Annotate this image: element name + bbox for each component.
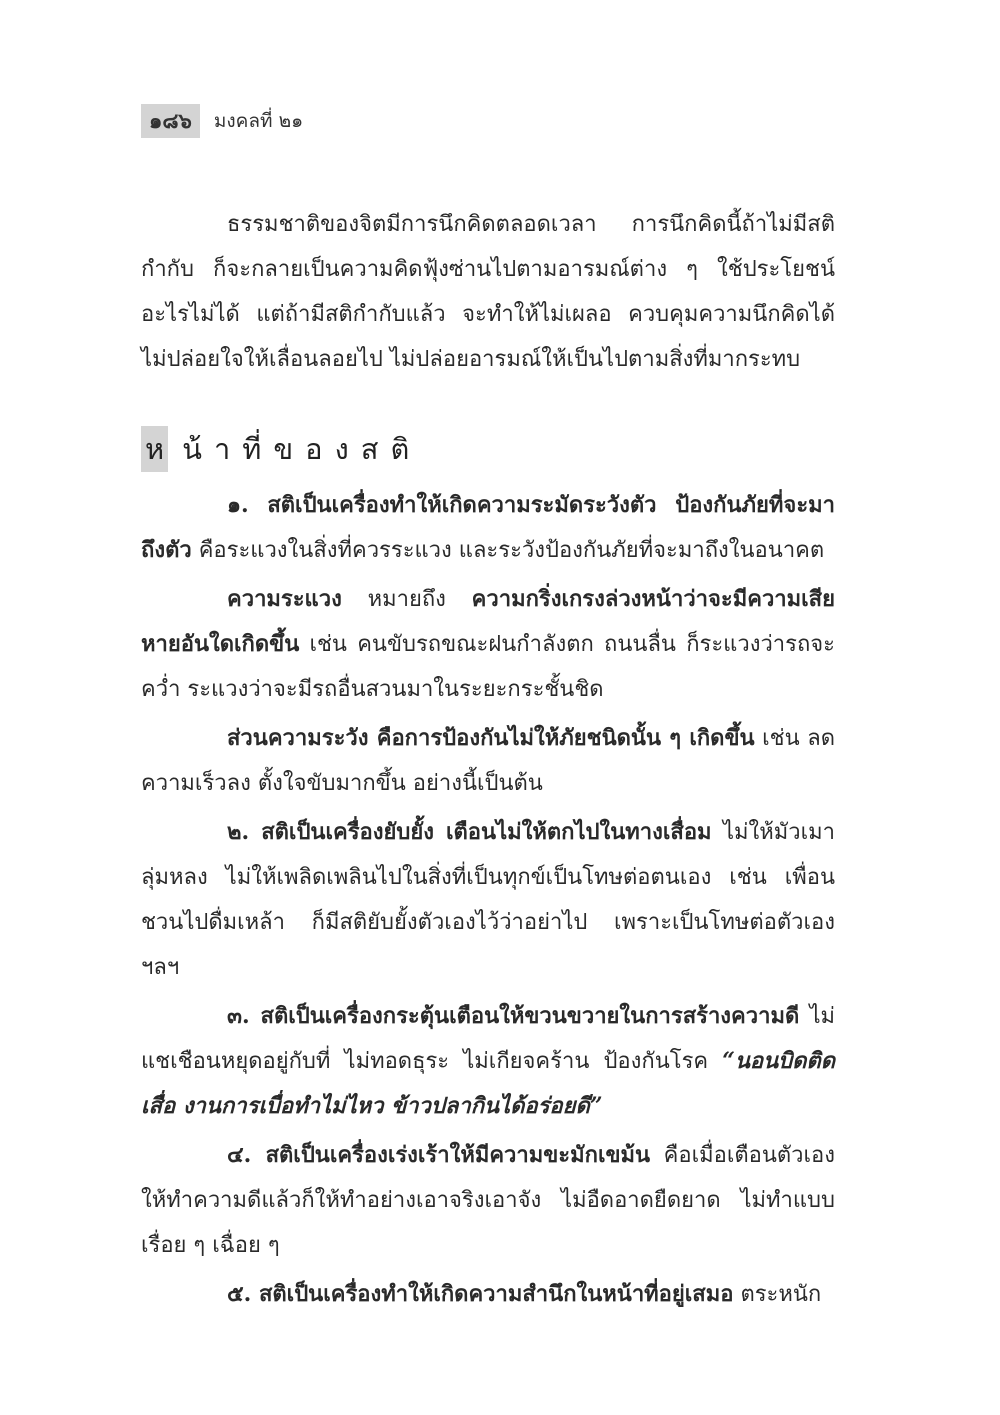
caution-paragraph (141, 716, 835, 806)
suspicion-paragraph (141, 577, 835, 712)
suspicion-definition: ความกริ่งเกรงล่วงหน้าว่าจะมีความเสียหายอันใดเกิดขึ้น (141, 586, 835, 657)
section-heading (141, 426, 421, 472)
page-header (141, 104, 303, 138)
intro-block (141, 202, 835, 382)
item-2-text: ไม่ให้มัวเมาลุ่มหลง ไม่ให้เพลิดเพลินไปในสิ่งที่เป็นทุกข์เป็นโทษต่อตนเอง เช่น เพื่อนชวนไปดื่มเหล้า ก็มีสติยับยั้งตัวเองไว้ว่าอย่าไป เพราะเป็นโทษต่อตัวเอง ฯลฯ (141, 820, 835, 980)
section-heading-highlight: ห (141, 426, 168, 472)
item-4-text: คือเมื่อเตือนตัวเองให้ทำความดีแล้วก็ให้ทำอย่างเอาจริงเอาจัง ไม่อืดอาดยืดยาด ไม่ทำแบบเรื่อย ๆ เฉื่อย ๆ (141, 1143, 835, 1258)
item-3-paragraph (141, 994, 835, 1129)
suspicion-example: เช่น คนขับรถขณะฝนกำลังตก ถนนลื่น ก็ระแวงว่ารถจะคว่ำ ระแวงว่าจะมีรถอื่นสวนมาในระยะกระชั้นชิด (141, 632, 835, 702)
item-5-paragraph (141, 1272, 835, 1317)
intro-paragraph: ธรรมชาติของจิตมีการนึกคิดตลอดเวลา การนึกคิดนี้ถ้าไม่มีสติกำกับ ก็จะกลายเป็นความคิดฟุ้งซ่านไปตามอารมณ์ต่าง ๆ ใช้ประโยชน์อะไรไม่ได้ แต่ถ้ามีสติกำกับแล้ว จะทำให้ไม่เผลอ ควบคุมความนึกคิดได้ ไม่ปล่อยใจให้เลื่อนลอยไป ไม่ปล่อยอารมณ์ให้เป็นไปตามสิ่งที่มากระทบ (141, 212, 835, 372)
running-title: มงคลที่ ๒๑ (213, 110, 304, 132)
caution-definition: ส่วนความระวัง คือการป้องกันไม่ให้ภัยชนิดนั้น ๆ เกิดขึ้น (227, 725, 755, 751)
item-2-heading: ๒. สติเป็นเครื่องยับยั้ง เตือนไม่ให้ตกไปในทางเสื่อม (227, 819, 712, 845)
suspicion-term: ความระแวง (227, 586, 342, 612)
body-block (141, 483, 835, 1317)
item-3-text: ไม่แชเชือนหยุดอยู่กับที่ ไม่ทอดธุระ ไม่เกียจคร้าน ป้องกันโรค (141, 1004, 836, 1074)
item-1-heading: ๑. สติเป็นเครื่องทำให้เกิดความระมัดระวังตัว ป้องกันภัยที่จะมาถึงตัว (141, 492, 835, 563)
item-4-heading: ๔. สติเป็นเครื่องเร่งเร้าให้มีความขะมักเขม้น (227, 1142, 651, 1168)
item-2-paragraph (141, 810, 835, 990)
suspicion-connector: หมายถึง (341, 587, 472, 612)
item-5-text: ตระหนัก (733, 1282, 822, 1307)
item-1-text: คือระแวงในสิ่งที่ควรระแวง และระวังป้องกันภัยที่จะมาถึงในอนาคต (191, 538, 825, 563)
item-4-paragraph (141, 1133, 835, 1268)
page-number: ๑๘๖ (141, 104, 200, 138)
item-3-quote: “นอนบิดติดเสื่อ งานการเบื่อทำไม่ไหว ข้าวปลากินได้อร่อยดี” (141, 1048, 835, 1119)
item-1-paragraph (141, 483, 835, 573)
item-3-heading: ๓. สติเป็นเครื่องกระตุ้นเตือนให้ขวนขวายในการสร้างความดี (227, 1003, 800, 1029)
section-heading-text: น้าที่ของสติ (182, 432, 422, 466)
item-5-heading: ๕. สติเป็นเครื่องทำให้เกิดความสำนึกในหน้าที่อยู่เสมอ (227, 1281, 734, 1307)
caution-example: เช่น ลดความเร็วลง ตั้งใจขับมากขึ้น อย่างนี้เป็นต้น (141, 726, 835, 796)
